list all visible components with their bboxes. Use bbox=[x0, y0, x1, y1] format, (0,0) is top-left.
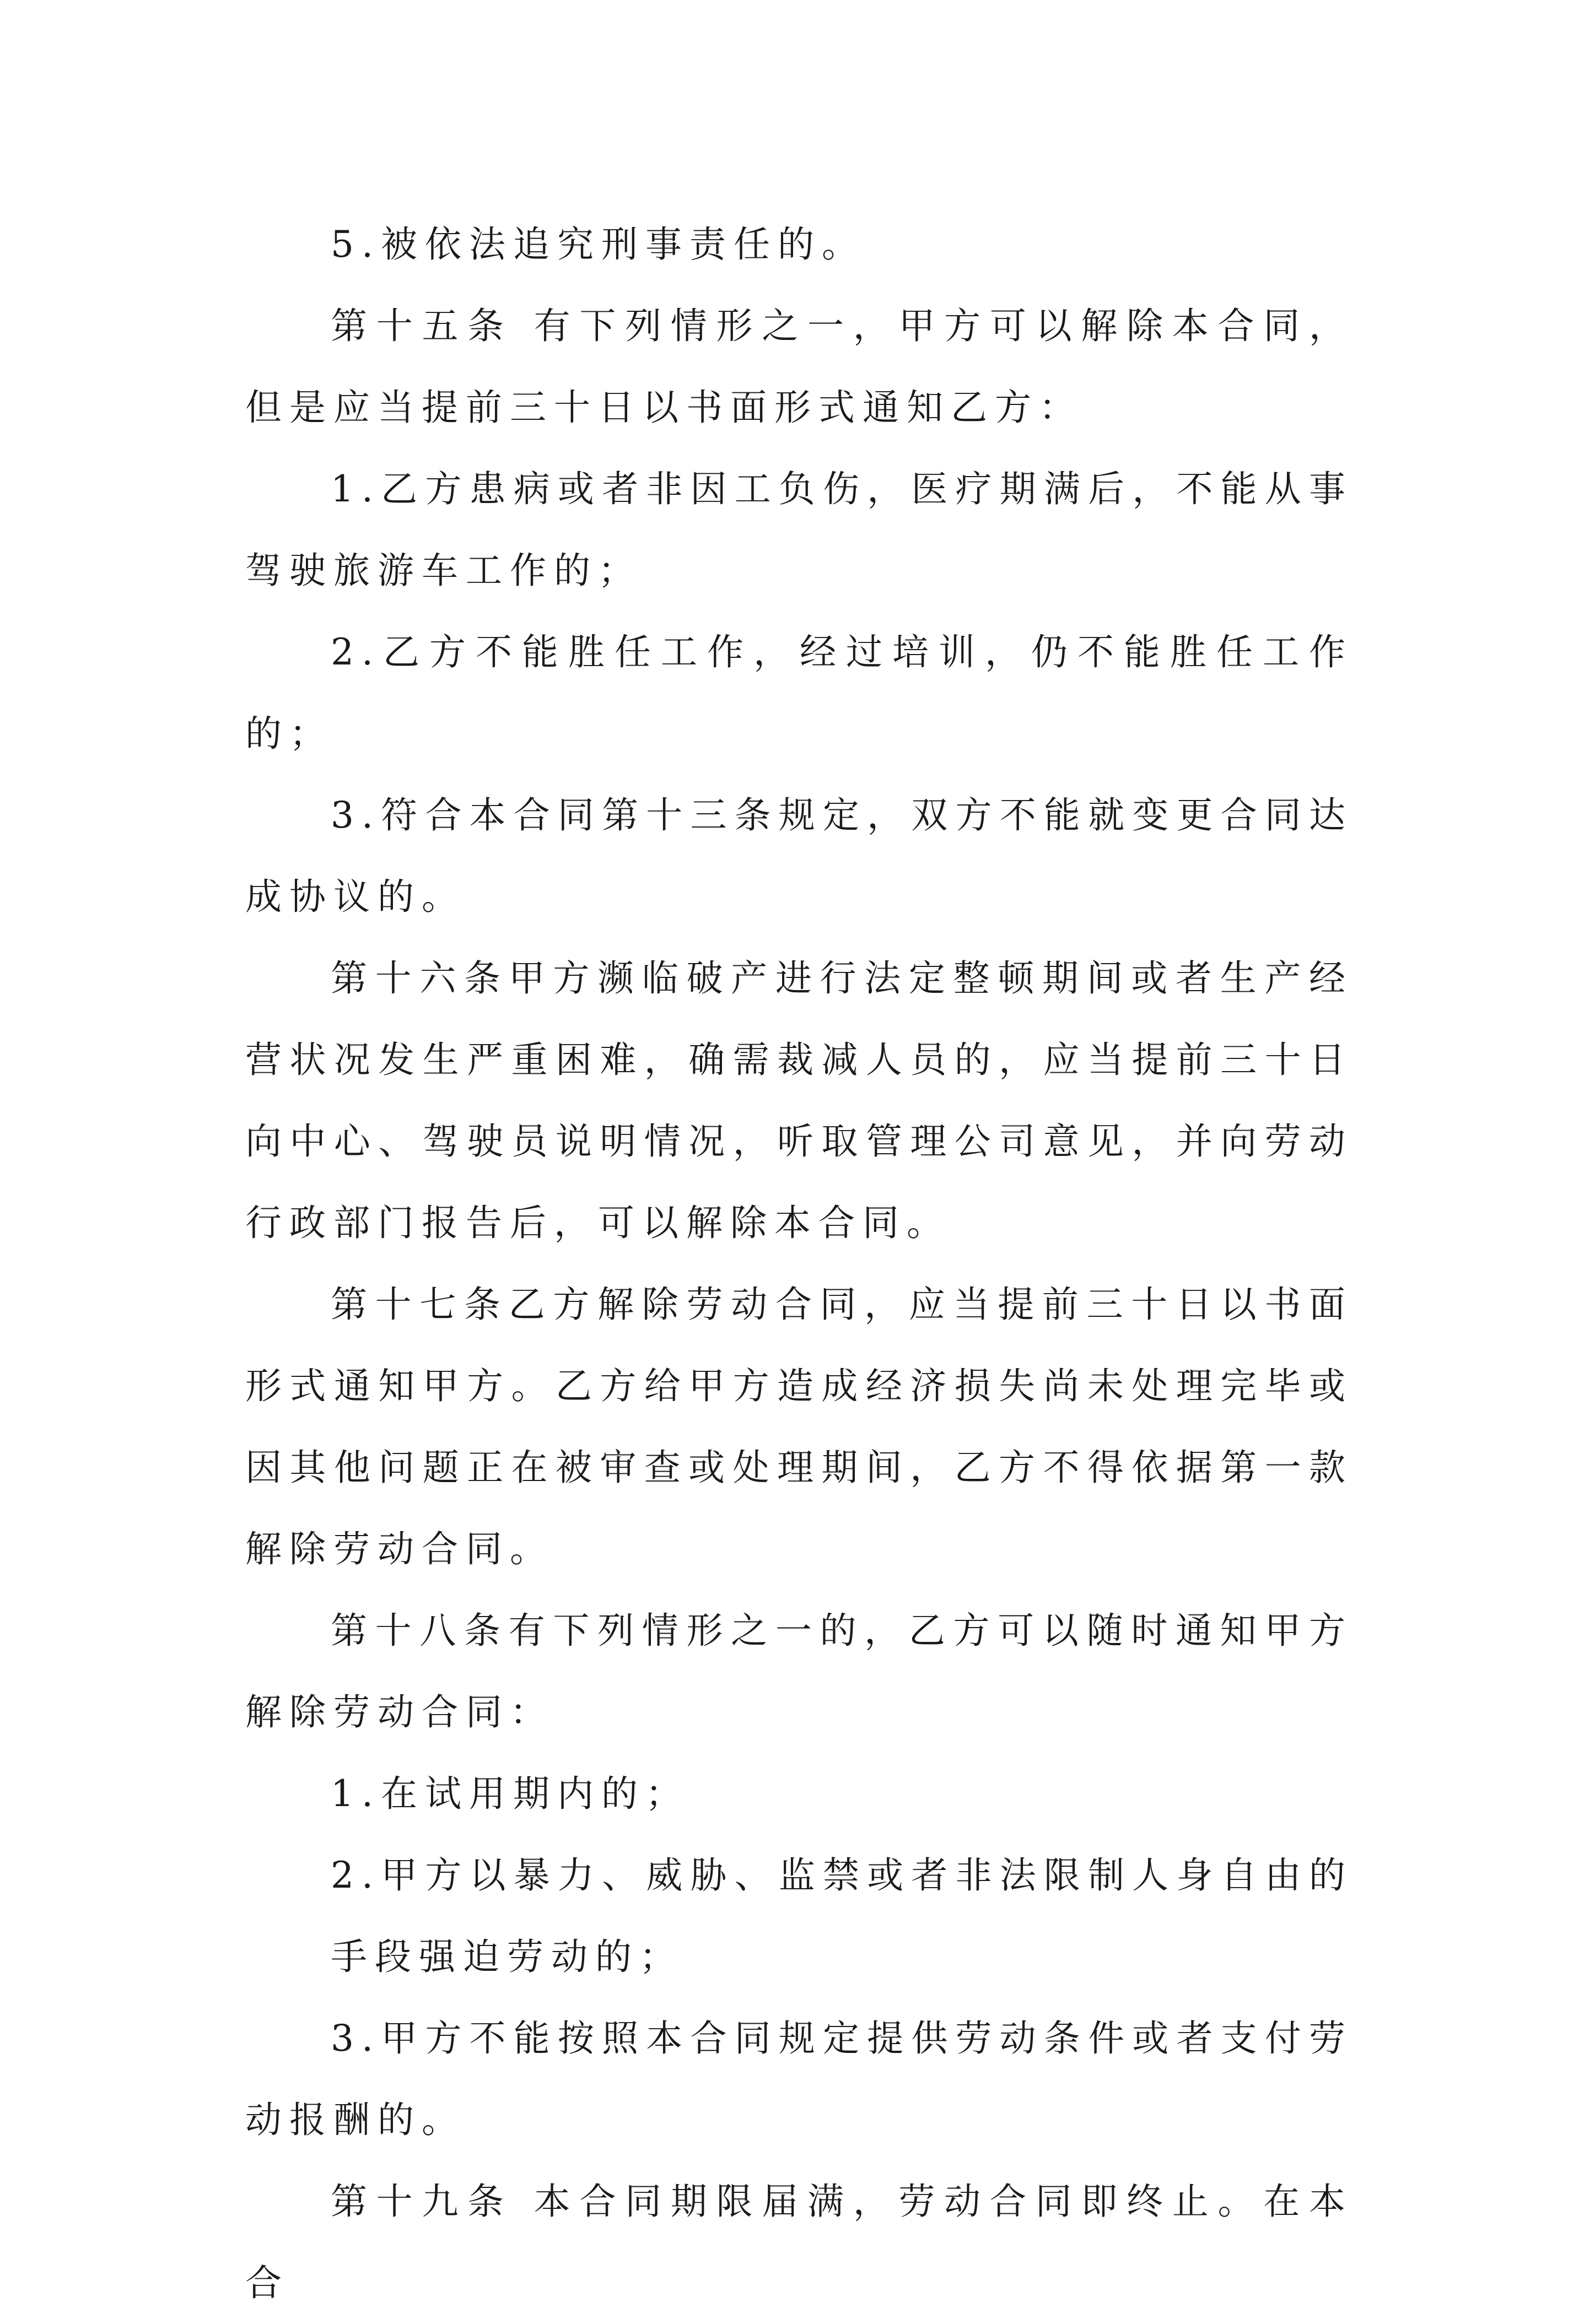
paragraph-article-19: 第十九条 本合同期限届满，劳动合同即终止。在本合 bbox=[245, 2180, 1353, 2304]
paragraph-article-15-item-3: 3.符合本合同第十三条规定，双方不能就变更合同达成协议的。 bbox=[245, 794, 1353, 918]
paragraph-article-18-item-1: 1.在试用期内的； bbox=[331, 1772, 689, 1815]
paragraph-article-16: 第十六条甲方濒临破产进行法定整顿期间或者生产经营状况发生严重困难，确需裁减人员的，应当提前三十日向中心、驾驶员说明情况，听取管理公司意见，并向劳动行政部门报告后，可以解除本合同。 bbox=[245, 957, 1353, 1244]
paragraph-article-18-item-2: 2.甲方以暴力、威胁、监禁或者非法限制人身自由的手段强迫劳动的； bbox=[331, 1854, 1353, 1978]
paragraph-article-15: 第十五条 有下列情形之一，甲方可以解除本合同，但是应当提前三十日以书面形式通知乙方： bbox=[245, 305, 1353, 429]
paragraph-article-17: 第十七条乙方解除劳动合同，应当提前三十日以书面形式通知甲方。乙方给甲方造成经济损失尚未处理完毕或因其他问题正在被审查或处理期间，乙方不得依据第一款解除劳动合同。 bbox=[245, 1283, 1353, 1570]
paragraph-article-15-item-2: 2.乙方不能胜任工作，经过培训，仍不能胜任工作的； bbox=[245, 631, 1353, 755]
paragraph-article-15-item-1: 1.乙方患病或者非因工负伤，医疗期满后，不能从事驾驶旅游车工作的； bbox=[245, 468, 1353, 592]
document-body bbox=[245, 204, 1353, 2324]
paragraph-article-18: 第十八条有下列情形之一的，乙方可以随时通知甲方解除劳动合同： bbox=[245, 1609, 1353, 1733]
paragraph-clause-14-item-5: 5.被依法追究刑事责任的。 bbox=[331, 223, 866, 266]
paragraph-article-18-item-3: 3.甲方不能按照本合同规定提供劳动条件或者支付劳动报酬的。 bbox=[245, 2017, 1353, 2141]
